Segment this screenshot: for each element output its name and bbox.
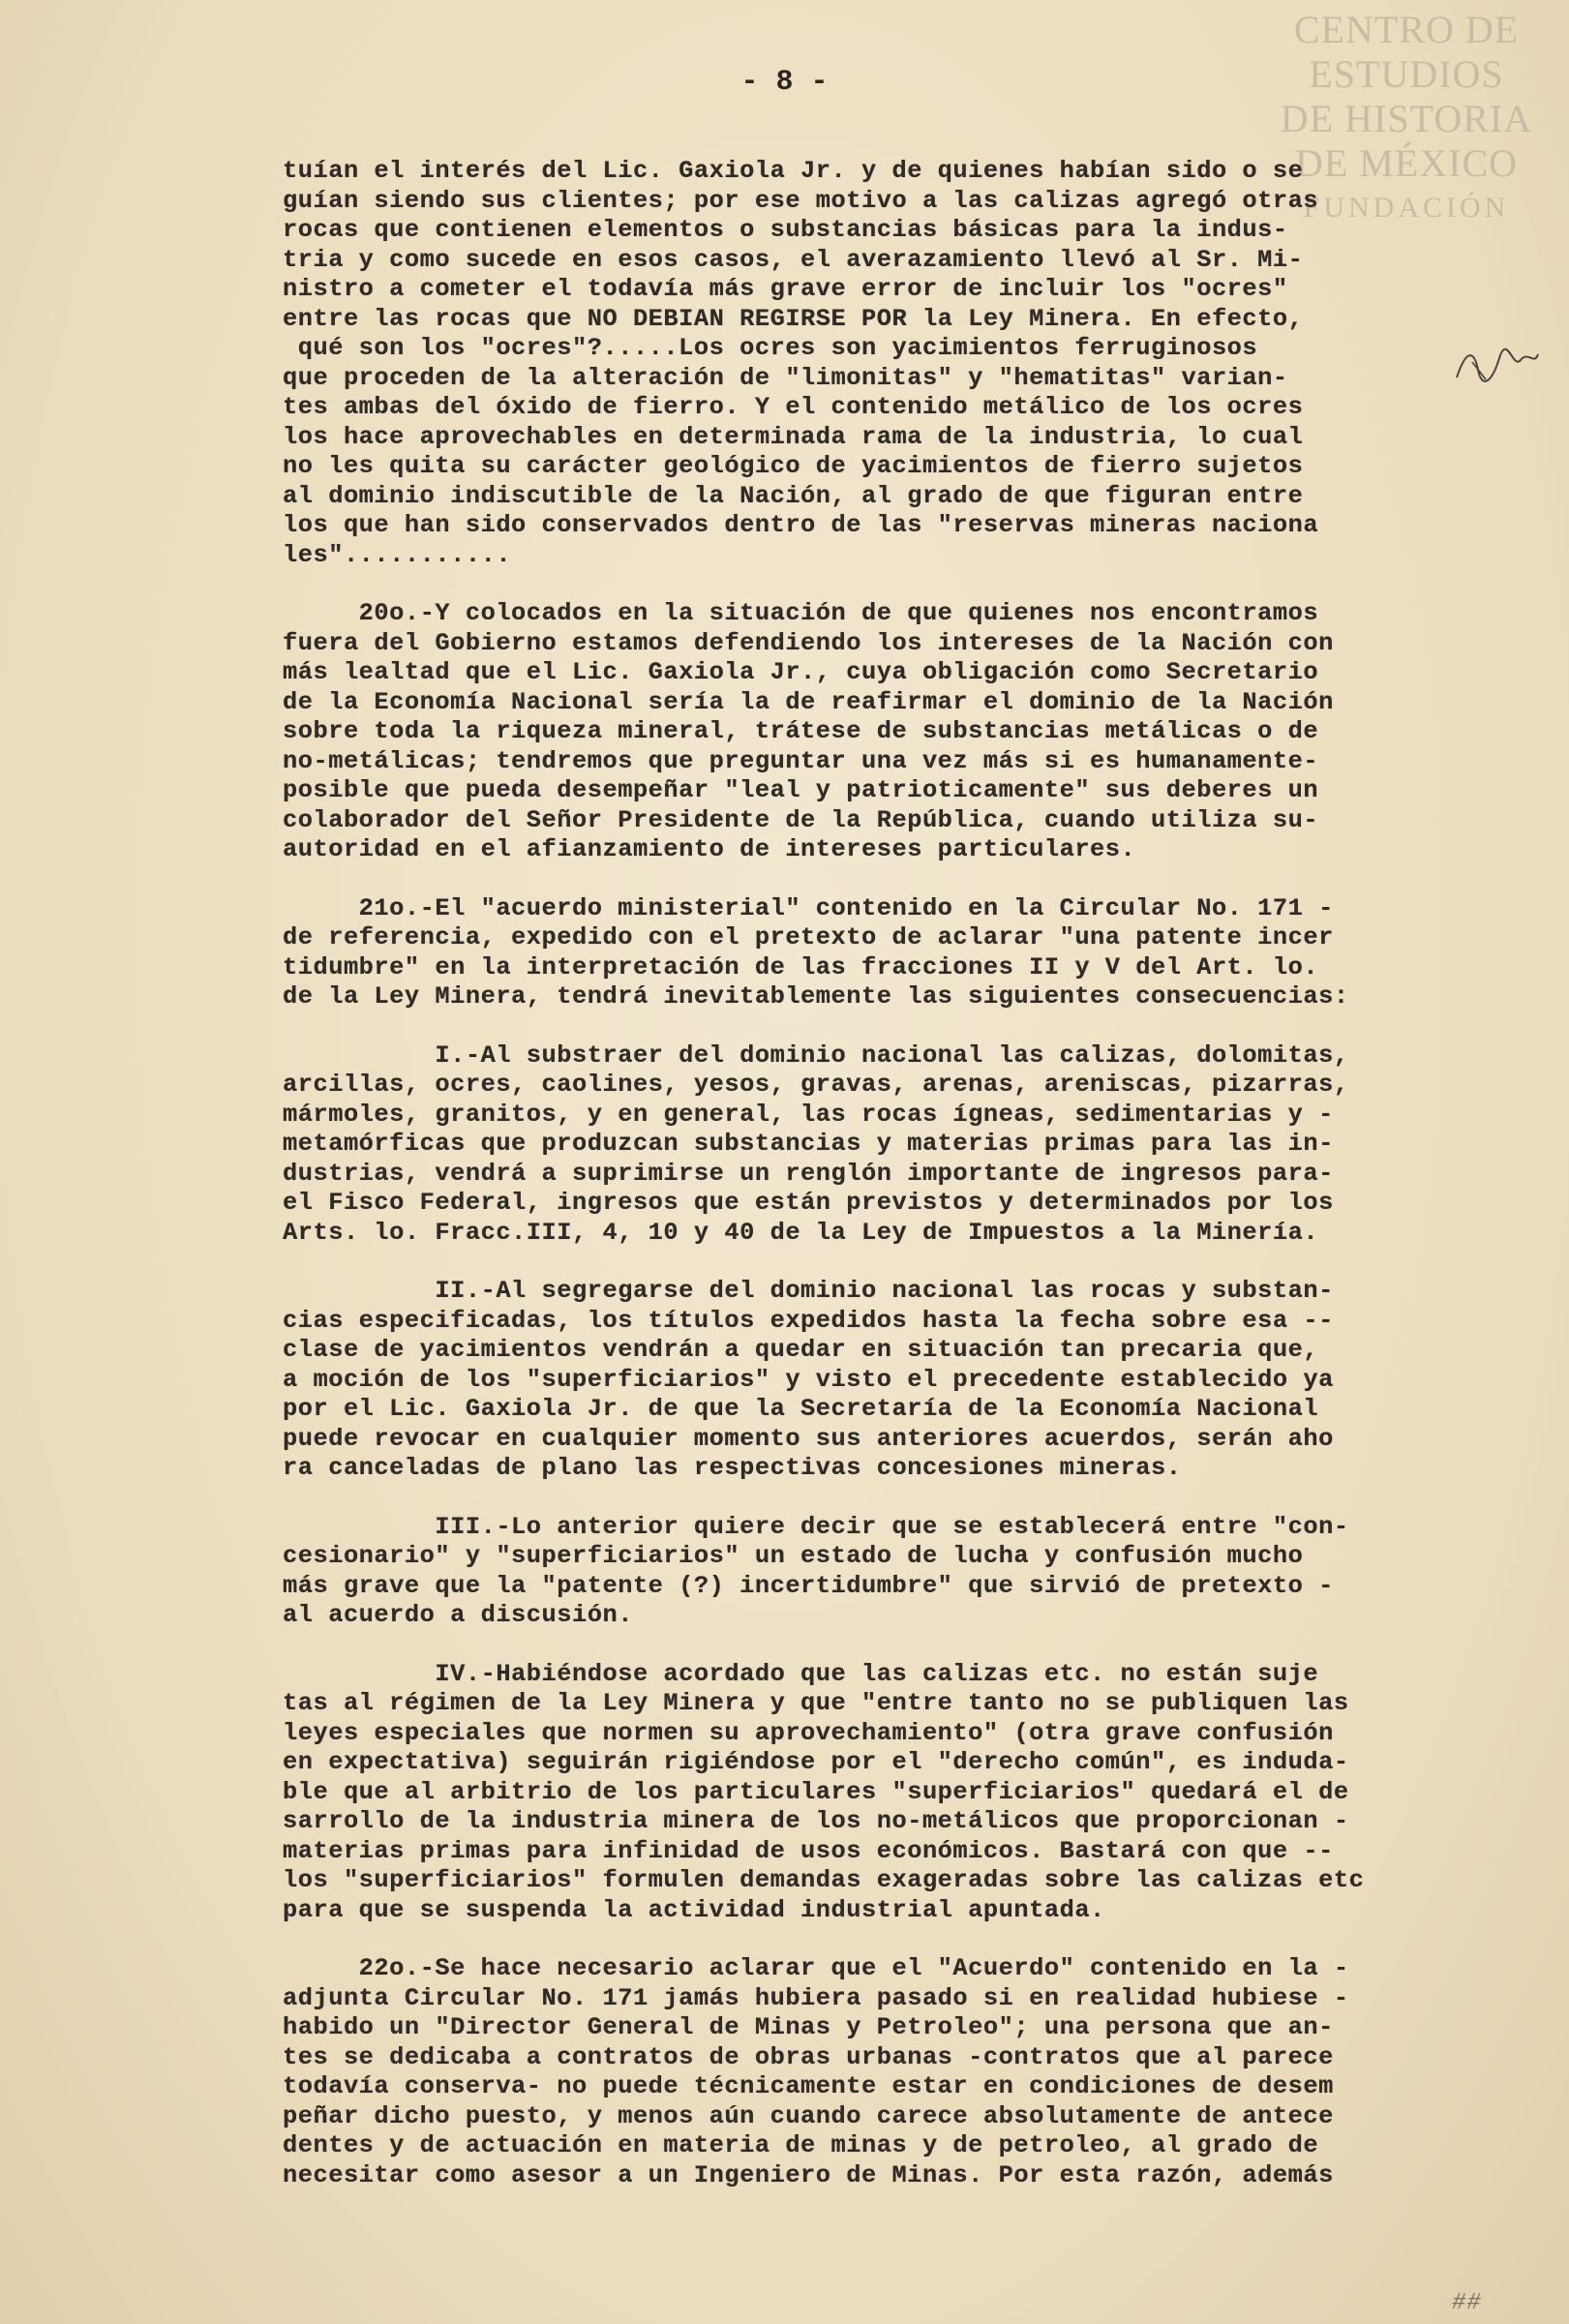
text-line: leyes especiales que normen su aprovechamiento" (otra grave confusión (283, 1718, 1334, 1747)
text-line: necesitar como asesor a un Ingeniero de Minas. Por esta razón, además (283, 2160, 1334, 2189)
text-line: posible que pueda desempeñar "leal y patrioticamente" sus deberes un (283, 776, 1319, 804)
paragraph (283, 599, 1560, 865)
text-line: tuían el interés del Lic. Gaxiola Jr. y de quienes habían sido o se (283, 157, 1304, 185)
text-line: qué son los "ocres"?.....Los ocres son yacimientos ferruginosos (283, 334, 1258, 362)
paragraph-gap (283, 570, 1560, 599)
watermark-line: FUNDACIÓN (1303, 192, 1510, 224)
paragraph (283, 157, 1560, 570)
paragraph (283, 1954, 1560, 2190)
text-line: de la Economía Nacional sería la de reafirmar el dominio de la Nación (283, 687, 1334, 716)
text-line: adjunta Circular No. 171 jamás hubiera pasado si en realidad hubiese - (283, 1983, 1349, 2012)
text-line: los que han sido conservados dentro de las "reservas mineras naciona (283, 511, 1319, 539)
paragraph-gap (283, 1248, 1560, 1277)
paragraph (283, 1041, 1560, 1249)
text-line: rocas que contienen elementos o substancias básicas para la indus- (283, 216, 1288, 244)
watermark-line: DE MÉXICO (1294, 141, 1519, 185)
paragraph-gap (283, 1484, 1560, 1513)
typed-text-body (283, 157, 1560, 2190)
paragraph (283, 1660, 1560, 1926)
text-line: ble que al arbitrio de los particulares "superficiarios" quedará el de (283, 1777, 1349, 1806)
text-line: puede revocar en cualquier momento sus anteriores acuerdos, serán aho (283, 1424, 1334, 1453)
text-line: tidumbre" en la interpretación de las fracciones II y V del Art. lo. (283, 952, 1319, 981)
text-line: a moción de los "superficiarios" y visto el precedente establecido ya (283, 1365, 1334, 1394)
text-line: cias especificadas, los títulos expedidos hasta la fecha sobre esa -- (283, 1306, 1334, 1335)
text-line: habido un "Director General de Minas y Petroleo"; una persona que an- (283, 2013, 1334, 2041)
text-line: no les quita su carácter geológico de yacimientos de fierro sujetos (283, 452, 1304, 480)
text-line: para que se suspenda la actividad industrial apuntada. (283, 1895, 1105, 1924)
text-line: tas al régimen de la Ley Minera y que "entre tanto no se publiquen las (283, 1689, 1349, 1717)
paragraph-gap (283, 1012, 1560, 1041)
text-line: colaborador del Señor Presidente de la República, cuando utiliza su- (283, 805, 1319, 834)
text-line: al dominio indiscutible de la Nación, al grado de que figuran entre (283, 481, 1304, 510)
text-line: el Fisco Federal, ingresos que están previstos y determinados por los (283, 1189, 1334, 1217)
text-line: III.-Lo anterior quiere decir que se establecerá entre "con- (283, 1512, 1349, 1541)
text-line: arcillas, ocres, caolines, yesos, gravas, arenas, areniscas, pizarras, (283, 1071, 1349, 1099)
watermark-line: ESTUDIOS (1309, 52, 1504, 96)
text-line: entre las rocas que NO DEBIAN REGIRSE POR la Ley Minera. En efecto, (283, 304, 1304, 333)
text-line: más grave que la "patente (?) incertidumbre" que sirvió de pretexto - (283, 1571, 1334, 1600)
text-line: ra canceladas de plano las respectivas concesiones mineras. (283, 1454, 1182, 1482)
text-line: peñar dicho puesto, y menos aún cuando carece absolutamente de antece (283, 2101, 1334, 2130)
text-line: tria y como sucede en esos casos, el averazamiento llevó al Sr. Mi- (283, 245, 1304, 274)
text-line: todavía conserva- no puede técnicamente estar en condiciones de desem (283, 2072, 1334, 2100)
text-line: por el Lic. Gaxiola Jr. de que la Secretaría de la Economía Nacional (283, 1395, 1319, 1423)
text-line: sobre toda la riqueza mineral, trátese de substancias metálicas o de (283, 717, 1319, 745)
text-line: les"........... (283, 540, 512, 569)
text-line: I.-Al substraer del dominio nacional las calizas, dolomitas, (283, 1041, 1349, 1070)
watermark-line: DE HISTORIA (1280, 97, 1533, 140)
text-line: tes se dedicaba a contratos de obras urbanas -contratos que al parece (283, 2042, 1334, 2071)
text-line: 22o.-Se hace necesario aclarar que el "Acuerdo" contenido en la - (283, 1954, 1349, 1982)
watermark-line: CENTRO DE (1293, 8, 1520, 51)
text-line: 21o.-El "acuerdo ministerial" contenido en la Circular No. 171 - (283, 893, 1334, 922)
typist-initials: ## (1452, 2290, 1482, 2316)
text-line: autoridad en el afianzamiento de intereses particulares. (283, 835, 1136, 863)
text-line: no-metálicas; tendremos que preguntar una vez más si es humanamente- (283, 746, 1319, 775)
paragraph (283, 894, 1560, 1012)
text-line: más lealtad que el Lic. Gaxiola Jr., cuya obligación como Secretario (283, 658, 1319, 686)
text-line: clase de yacimientos vendrán a quedar en situación tan precaria que, (283, 1336, 1319, 1364)
page-number: - 8 - (740, 66, 829, 99)
text-line: IV.-Habiéndose acordado que las calizas etc. no están suje (283, 1659, 1319, 1688)
text-line: 20o.-Y colocados en la situación de que quienes nos encontramos (283, 599, 1319, 627)
text-line: nistro a cometer el todavía más grave error de incluir los "ocres" (283, 275, 1288, 303)
text-line: los "superficiarios" formulen demandas exageradas sobre las calizas etc (283, 1866, 1365, 1894)
text-line: cesionario" y "superficiarios" un estado de lucha y confusión mucho (283, 1542, 1304, 1570)
text-line: de referencia, expedido con el pretexto de aclarar "una patente incer (283, 923, 1334, 951)
text-line: fuera del Gobierno estamos defendiendo los intereses de la Nación con (283, 628, 1334, 657)
paragraph (283, 1277, 1560, 1484)
text-line: dustrias, vendrá a suprimirse un renglón importante de ingresos para- (283, 1159, 1334, 1188)
text-line: dentes y de actuación en materia de minas y de petroleo, al grado de (283, 2131, 1319, 2159)
text-line: en expectativa) seguirán rigiéndose por el "derecho común", es induda- (283, 1748, 1349, 1776)
text-line: metamórficas que produzcan substancias y materias primas para las in- (283, 1130, 1334, 1158)
text-line: los hace aprovechables en determinada rama de la industria, lo cual (283, 422, 1304, 451)
paragraph-gap (283, 1925, 1560, 1954)
text-line: que proceden de la alteración de "limonitas" y "hematitas" varian- (283, 363, 1288, 392)
text-line: materias primas para infinidad de usos económicos. Bastará con que -- (283, 1836, 1334, 1865)
text-line: al acuerdo a discusión. (283, 1601, 633, 1629)
text-line: mármoles, granitos, y en general, las rocas ígneas, sedimentarias y - (283, 1100, 1334, 1129)
text-line: de la Ley Minera, tendrá inevitablemente las siguientes consecuencias: (283, 982, 1349, 1011)
text-line: sarrollo de la industria minera de los no-metálicos que proporcionan - (283, 1807, 1349, 1835)
text-line: Arts. lo. Fracc.III, 4, 10 y 40 de la Ley de Impuestos a la Minería. (283, 1218, 1319, 1247)
text-line: II.-Al segregarse del dominio nacional las rocas y substan- (283, 1277, 1334, 1305)
text-line: tes ambas del óxido de fierro. Y el contenido metálico de los ocres (283, 393, 1304, 421)
paragraph-gap (283, 1631, 1560, 1660)
text-line: guían siendo sus clientes; por ese motivo a las calizas agregó otras (283, 186, 1319, 215)
paragraph (283, 1513, 1560, 1631)
paragraph-gap (283, 865, 1560, 894)
